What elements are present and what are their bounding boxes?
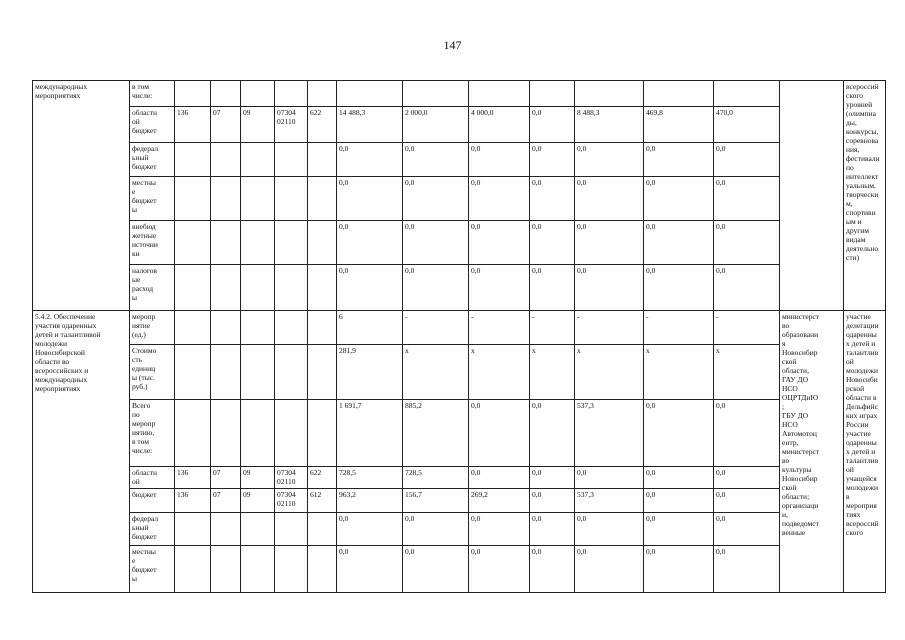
value-cell: 0,0 bbox=[403, 546, 469, 593]
value-cell: 156,7 bbox=[403, 489, 469, 513]
source-cell: федерал ьный бюджет bbox=[130, 513, 175, 546]
value-cell: 0,0 bbox=[469, 265, 530, 311]
target-article-cell bbox=[275, 265, 308, 311]
target-article-cell: 07304 02110 bbox=[275, 467, 308, 489]
value-cell: - bbox=[530, 311, 575, 345]
subsection-code-cell bbox=[241, 513, 275, 546]
value-cell: 0,0 bbox=[714, 467, 780, 489]
value-cell: 0,0 bbox=[575, 265, 644, 311]
subsection-code-cell bbox=[241, 221, 275, 265]
value-cell: 0,0 bbox=[714, 177, 780, 221]
value-cell: 269,2 bbox=[469, 489, 530, 513]
source-cell: меропр иятие (ед.) bbox=[130, 311, 175, 345]
budget-table bbox=[32, 80, 886, 593]
value-cell: 963,2 bbox=[337, 489, 403, 513]
value-cell: x bbox=[403, 345, 469, 400]
grbs-code-cell bbox=[175, 265, 211, 311]
value-cell: 0,0 bbox=[714, 513, 780, 546]
table-row bbox=[33, 143, 886, 177]
source-cell: в том числе: bbox=[130, 81, 175, 107]
grbs-code-cell bbox=[175, 143, 211, 177]
target-article-cell bbox=[275, 221, 308, 265]
value-cell: 0,0 bbox=[575, 221, 644, 265]
subsection-code-cell bbox=[241, 177, 275, 221]
value-cell: 0,0 bbox=[403, 265, 469, 311]
value-cell: 0,0 bbox=[644, 513, 714, 546]
target-article-cell: 07304 02110 bbox=[275, 489, 308, 513]
value-cell: 4 000,0 bbox=[469, 107, 530, 143]
grbs-code-cell bbox=[175, 400, 211, 467]
value-cell: 469,8 bbox=[644, 107, 714, 143]
subsection-code-cell bbox=[241, 311, 275, 345]
value-cell: x bbox=[575, 345, 644, 400]
grbs-code-cell bbox=[175, 546, 211, 593]
value-cell: 0,0 bbox=[530, 489, 575, 513]
measure-name-cell: 5.4.2. Обеспечение участия одаренных детей и талантливой молодежи Новосибирской области во всероссийских и международных мероприятиях bbox=[33, 311, 130, 593]
value-cell: - bbox=[469, 311, 530, 345]
value-cell: 0,0 bbox=[469, 513, 530, 546]
value-cell: 0,0 bbox=[530, 467, 575, 489]
table-row bbox=[33, 107, 886, 143]
target-article-cell bbox=[275, 513, 308, 546]
value-cell: 0,0 bbox=[530, 107, 575, 143]
subsection-code-cell bbox=[241, 345, 275, 400]
value-cell bbox=[403, 81, 469, 107]
value-cell: 537,3 bbox=[575, 489, 644, 513]
table-row bbox=[33, 311, 886, 345]
value-cell: 0,0 bbox=[575, 177, 644, 221]
expense-type-cell bbox=[308, 311, 337, 345]
value-cell: 0,0 bbox=[337, 513, 403, 546]
value-cell: 0,0 bbox=[403, 177, 469, 221]
value-cell: 0,0 bbox=[530, 177, 575, 221]
subsection-code-cell: 09 bbox=[241, 489, 275, 513]
value-cell: 0,0 bbox=[644, 221, 714, 265]
section-code-cell bbox=[211, 143, 241, 177]
expense-type-cell bbox=[308, 177, 337, 221]
grbs-code-cell bbox=[175, 513, 211, 546]
value-cell: 0,0 bbox=[644, 177, 714, 221]
section-code-cell bbox=[211, 345, 241, 400]
value-cell: 0,0 bbox=[530, 546, 575, 593]
target-article-cell bbox=[275, 345, 308, 400]
source-cell: налогов ые расход ы bbox=[130, 265, 175, 311]
expense-type-cell bbox=[308, 345, 337, 400]
subsection-code-cell: 09 bbox=[241, 467, 275, 489]
source-cell: Стоимо сть единиц ы (тыс. руб.) bbox=[130, 345, 175, 400]
expense-type-cell: 622 bbox=[308, 467, 337, 489]
target-article-cell: 07304 02110 bbox=[275, 107, 308, 143]
target-article-cell bbox=[275, 177, 308, 221]
section-code-cell bbox=[211, 311, 241, 345]
result-cell: всероссий ского уровней (олимпиа ды, конкурсы, соревнова ния, фестивали по интеллект уальным, творчески м, спортивн ым и другим видам деятельно сти) bbox=[844, 81, 886, 311]
value-cell: x bbox=[530, 345, 575, 400]
grbs-code-cell: 136 bbox=[175, 467, 211, 489]
value-cell: 0,0 bbox=[714, 400, 780, 467]
value-cell: - bbox=[403, 311, 469, 345]
subsection-code-cell bbox=[241, 546, 275, 593]
expense-type-cell: 622 bbox=[308, 107, 337, 143]
value-cell: 0,0 bbox=[469, 546, 530, 593]
value-cell: 0,0 bbox=[403, 513, 469, 546]
value-cell: 0,0 bbox=[337, 177, 403, 221]
table-row bbox=[33, 221, 886, 265]
table-row bbox=[33, 81, 886, 107]
value-cell bbox=[337, 81, 403, 107]
source-cell: Всего по меропр иятию, в том числе: bbox=[130, 400, 175, 467]
section-code-cell: 07 bbox=[211, 489, 241, 513]
value-cell: 0,0 bbox=[530, 513, 575, 546]
value-cell: 0,0 bbox=[530, 143, 575, 177]
expense-type-cell bbox=[308, 513, 337, 546]
subsection-code-cell bbox=[241, 265, 275, 311]
value-cell: 0,0 bbox=[530, 221, 575, 265]
table-row bbox=[33, 489, 886, 513]
value-cell: 6 bbox=[337, 311, 403, 345]
expense-type-cell bbox=[308, 81, 337, 107]
target-article-cell bbox=[275, 546, 308, 593]
value-cell: 470,0 bbox=[714, 107, 780, 143]
value-cell: 0,0 bbox=[575, 513, 644, 546]
table-row bbox=[33, 265, 886, 311]
source-cell: местны е бюджет ы bbox=[130, 177, 175, 221]
value-cell: 885,2 bbox=[403, 400, 469, 467]
value-cell: 0,0 bbox=[469, 400, 530, 467]
value-cell: 0,0 bbox=[337, 546, 403, 593]
value-cell bbox=[575, 81, 644, 107]
expense-type-cell: 612 bbox=[308, 489, 337, 513]
value-cell: 0,0 bbox=[714, 143, 780, 177]
source-cell: бюджет bbox=[130, 489, 175, 513]
subsection-code-cell bbox=[241, 81, 275, 107]
value-cell: 0,0 bbox=[644, 400, 714, 467]
value-cell: - bbox=[714, 311, 780, 345]
value-cell: 2 000,0 bbox=[403, 107, 469, 143]
value-cell: 0,0 bbox=[714, 489, 780, 513]
value-cell: 0,0 bbox=[644, 143, 714, 177]
value-cell: 0,0 bbox=[644, 546, 714, 593]
value-cell: 0,0 bbox=[530, 265, 575, 311]
expense-type-cell bbox=[308, 400, 337, 467]
executor-cell bbox=[780, 81, 844, 311]
value-cell: x bbox=[714, 345, 780, 400]
table-row bbox=[33, 345, 886, 400]
result-cell: участие делегации одаренны х детей и талантлив ой молодежи Новосиби рской области в Дельфийс ких играх России участие одаренны х детей и талантлив ой учащейся молодежи в мероприя тиях всероссий ского bbox=[844, 311, 886, 593]
section-code-cell bbox=[211, 221, 241, 265]
value-cell: x bbox=[644, 345, 714, 400]
page-number: 147 bbox=[443, 38, 462, 52]
value-cell: 0,0 bbox=[714, 546, 780, 593]
value-cell: 0,0 bbox=[530, 400, 575, 467]
section-code-cell bbox=[211, 265, 241, 311]
value-cell: 0,0 bbox=[644, 265, 714, 311]
subsection-code-cell bbox=[241, 400, 275, 467]
value-cell: 0,0 bbox=[469, 177, 530, 221]
value-cell bbox=[714, 81, 780, 107]
value-cell: 728,5 bbox=[337, 467, 403, 489]
value-cell: 0,0 bbox=[644, 467, 714, 489]
value-cell bbox=[469, 81, 530, 107]
value-cell bbox=[644, 81, 714, 107]
grbs-code-cell bbox=[175, 177, 211, 221]
value-cell: 0,0 bbox=[575, 143, 644, 177]
source-cell: местны е бюджет ы bbox=[130, 546, 175, 593]
grbs-code-cell bbox=[175, 221, 211, 265]
expense-type-cell bbox=[308, 546, 337, 593]
grbs-code-cell: 136 bbox=[175, 107, 211, 143]
target-article-cell bbox=[275, 81, 308, 107]
value-cell: 0,0 bbox=[469, 143, 530, 177]
target-article-cell bbox=[275, 311, 308, 345]
value-cell: 0,0 bbox=[644, 489, 714, 513]
table-row bbox=[33, 467, 886, 489]
value-cell: 0,0 bbox=[337, 265, 403, 311]
measure-name-cell: международных мероприятиях bbox=[33, 81, 130, 311]
value-cell: 0,0 bbox=[714, 265, 780, 311]
section-code-cell bbox=[211, 546, 241, 593]
expense-type-cell bbox=[308, 143, 337, 177]
section-code-cell: 07 bbox=[211, 467, 241, 489]
grbs-code-cell bbox=[175, 311, 211, 345]
expense-type-cell bbox=[308, 221, 337, 265]
grbs-code-cell: 136 bbox=[175, 489, 211, 513]
value-cell: 8 488,3 bbox=[575, 107, 644, 143]
table-row bbox=[33, 546, 886, 593]
source-cell: областн ой bbox=[130, 467, 175, 489]
source-cell: федерал ьный бюджет bbox=[130, 143, 175, 177]
value-cell: 0,0 bbox=[469, 221, 530, 265]
value-cell: 0,0 bbox=[337, 143, 403, 177]
value-cell: x bbox=[469, 345, 530, 400]
value-cell: 0,0 bbox=[403, 221, 469, 265]
value-cell: 0,0 bbox=[575, 546, 644, 593]
source-cell: внебюд жетные источни ки bbox=[130, 221, 175, 265]
target-article-cell bbox=[275, 143, 308, 177]
source-cell: областн ой бюджет bbox=[130, 107, 175, 143]
expense-type-cell bbox=[308, 265, 337, 311]
target-article-cell bbox=[275, 400, 308, 467]
section-code-cell bbox=[211, 513, 241, 546]
value-cell: 728,5 bbox=[403, 467, 469, 489]
value-cell: - bbox=[575, 311, 644, 345]
value-cell: 1 691,7 bbox=[337, 400, 403, 467]
value-cell: 0,0 bbox=[714, 221, 780, 265]
value-cell: 537,3 bbox=[575, 400, 644, 467]
section-code-cell: 07 bbox=[211, 107, 241, 143]
section-code-cell bbox=[211, 400, 241, 467]
section-code-cell bbox=[211, 81, 241, 107]
value-cell bbox=[530, 81, 575, 107]
value-cell: 14 488,3 bbox=[337, 107, 403, 143]
value-cell: 0,0 bbox=[469, 467, 530, 489]
table-row bbox=[33, 177, 886, 221]
value-cell: 0,0 bbox=[337, 221, 403, 265]
value-cell: 281,9 bbox=[337, 345, 403, 400]
grbs-code-cell bbox=[175, 345, 211, 400]
grbs-code-cell bbox=[175, 81, 211, 107]
table-row bbox=[33, 400, 886, 467]
value-cell: 0,0 bbox=[575, 467, 644, 489]
subsection-code-cell: 09 bbox=[241, 107, 275, 143]
value-cell: 0,0 bbox=[403, 143, 469, 177]
executor-cell: министерст во образовани я Новосибир ской области, ГАУ ДО НСО ОЦРТДиЮ ; ГБУ ДО НСО Автомотоц ентр, министерст во культуры Новосибир ской области; организаци и, подведомст венные bbox=[780, 311, 844, 593]
table-row bbox=[33, 513, 886, 546]
value-cell: - bbox=[644, 311, 714, 345]
subsection-code-cell bbox=[241, 143, 275, 177]
section-code-cell bbox=[211, 177, 241, 221]
